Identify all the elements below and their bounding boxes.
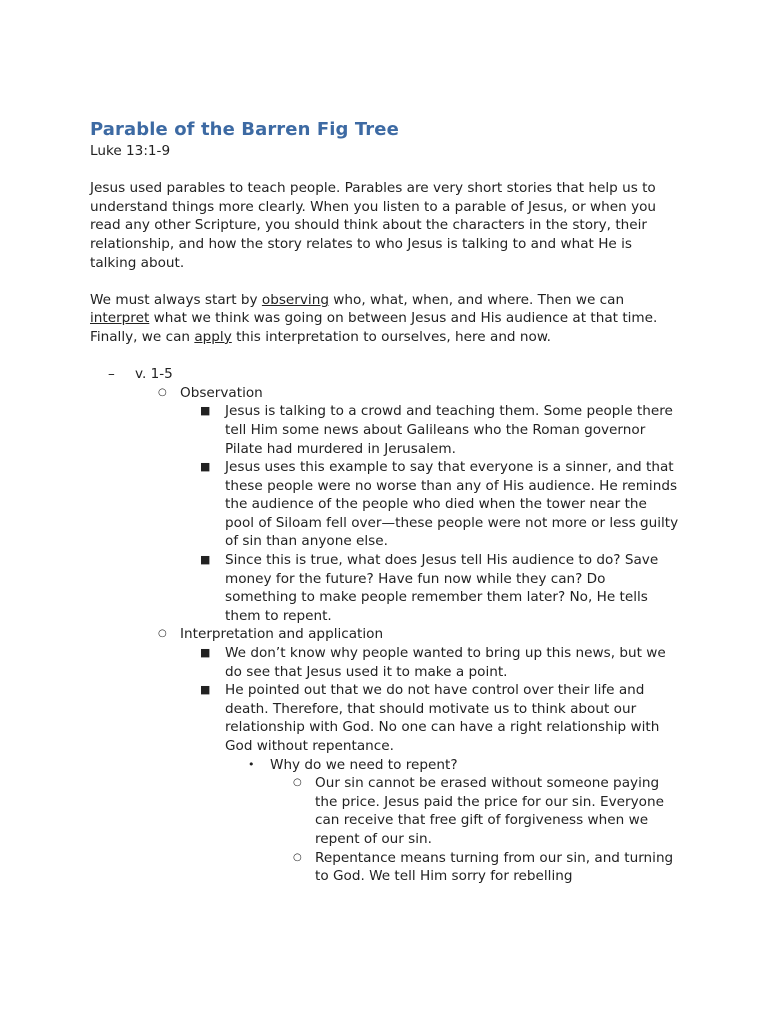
document-content	[90, 118, 680, 886]
method-text: who, what, when, and where. Then we can	[328, 291, 625, 308]
circle-marker: ○	[158, 628, 167, 640]
square-marker: ■	[200, 646, 211, 660]
underline-apply: apply	[194, 328, 232, 345]
list-item	[90, 774, 680, 848]
list-item	[90, 681, 680, 755]
dash-marker: –	[108, 366, 115, 383]
list-item	[90, 644, 680, 681]
intro-paragraph: Jesus used parables to teach people. Parables are very short stories that help us to understand things more clearly. When you listen to a parable of Jesus, or when you read any other Scripture, you should think about the characters in the story, their relationship, and how the story relates to who Jesus is talking to and what He is talking about.	[90, 180, 657, 271]
list-item	[90, 756, 680, 775]
list-item-text: Jesus is talking to a crowd and teaching them. Some people there tell Him some news about Galileans who the Roman governor Pilate had murdered in Jerusalem.	[225, 403, 673, 457]
square-marker: ■	[200, 460, 211, 474]
spacer	[90, 272, 680, 291]
circle-marker: ○	[293, 777, 302, 789]
square-marker: ■	[200, 404, 211, 418]
spacer	[90, 161, 680, 180]
circle-marker: ○	[158, 386, 167, 398]
list-item-text: We don’t know why people wanted to bring up this news, but we do see that Jesus used it to make a point.	[225, 645, 666, 680]
outline-observation	[90, 384, 680, 403]
bullet-marker: •	[248, 757, 255, 771]
spacer	[90, 347, 680, 366]
square-marker: ■	[200, 553, 211, 567]
method-text: what we think was going on between Jesus and His audience at that time. Finally, we can	[90, 310, 658, 345]
method-text: this interpretation to ourselves, here and now.	[231, 328, 552, 345]
method-text: We must always start by	[90, 291, 262, 308]
list-item	[90, 551, 680, 625]
circle-marker: ○	[293, 851, 302, 863]
interpretation-label: Interpretation and application	[180, 626, 384, 643]
outline-section	[90, 365, 680, 384]
observation-label: Observation	[180, 384, 263, 401]
list-item	[90, 849, 680, 886]
list-item-text: He pointed out that we do not have control over their life and death. Therefore, that should motivate us to think about our relationship with God. No one can have a right relationship with God without repentance.	[225, 682, 660, 754]
underline-observing: observing	[261, 291, 329, 308]
scripture-reference: Luke 13:1-9	[90, 143, 171, 159]
question-text: Why do we need to repent?	[270, 756, 458, 773]
list-item	[90, 458, 680, 551]
square-marker: ■	[200, 683, 211, 697]
list-item-text: Jesus uses this example to say that everyone is a sinner, and that these people were no worse than any of His audience. He reminds the audience of the people who died when the tower near the pool of Siloam fell over—these people were not more or less guilty of sin than anyone else.	[225, 459, 679, 550]
list-item	[90, 402, 680, 458]
method-paragraph	[90, 291, 680, 347]
list-item-text: Since this is true, what does Jesus tell His audience to do? Save money for the future? Have fun now while they can? Do something to make people remember them later? No, He tells them to repent.	[225, 552, 659, 624]
answer-text: Repentance means turning from our sin, and turning to God. We tell Him sorry for rebelling	[315, 849, 674, 885]
page-title: Parable of the Barren Fig Tree	[90, 119, 399, 140]
outline-interpretation	[90, 625, 680, 644]
answer-text: Our sin cannot be erased without someone paying the price. Jesus paid the price for our sin. Everyone can receive that free gift of forgiveness when we repent of our sin.	[315, 775, 664, 847]
underline-interpret: interpret	[90, 310, 150, 327]
section-label: v. 1-5	[135, 366, 173, 383]
